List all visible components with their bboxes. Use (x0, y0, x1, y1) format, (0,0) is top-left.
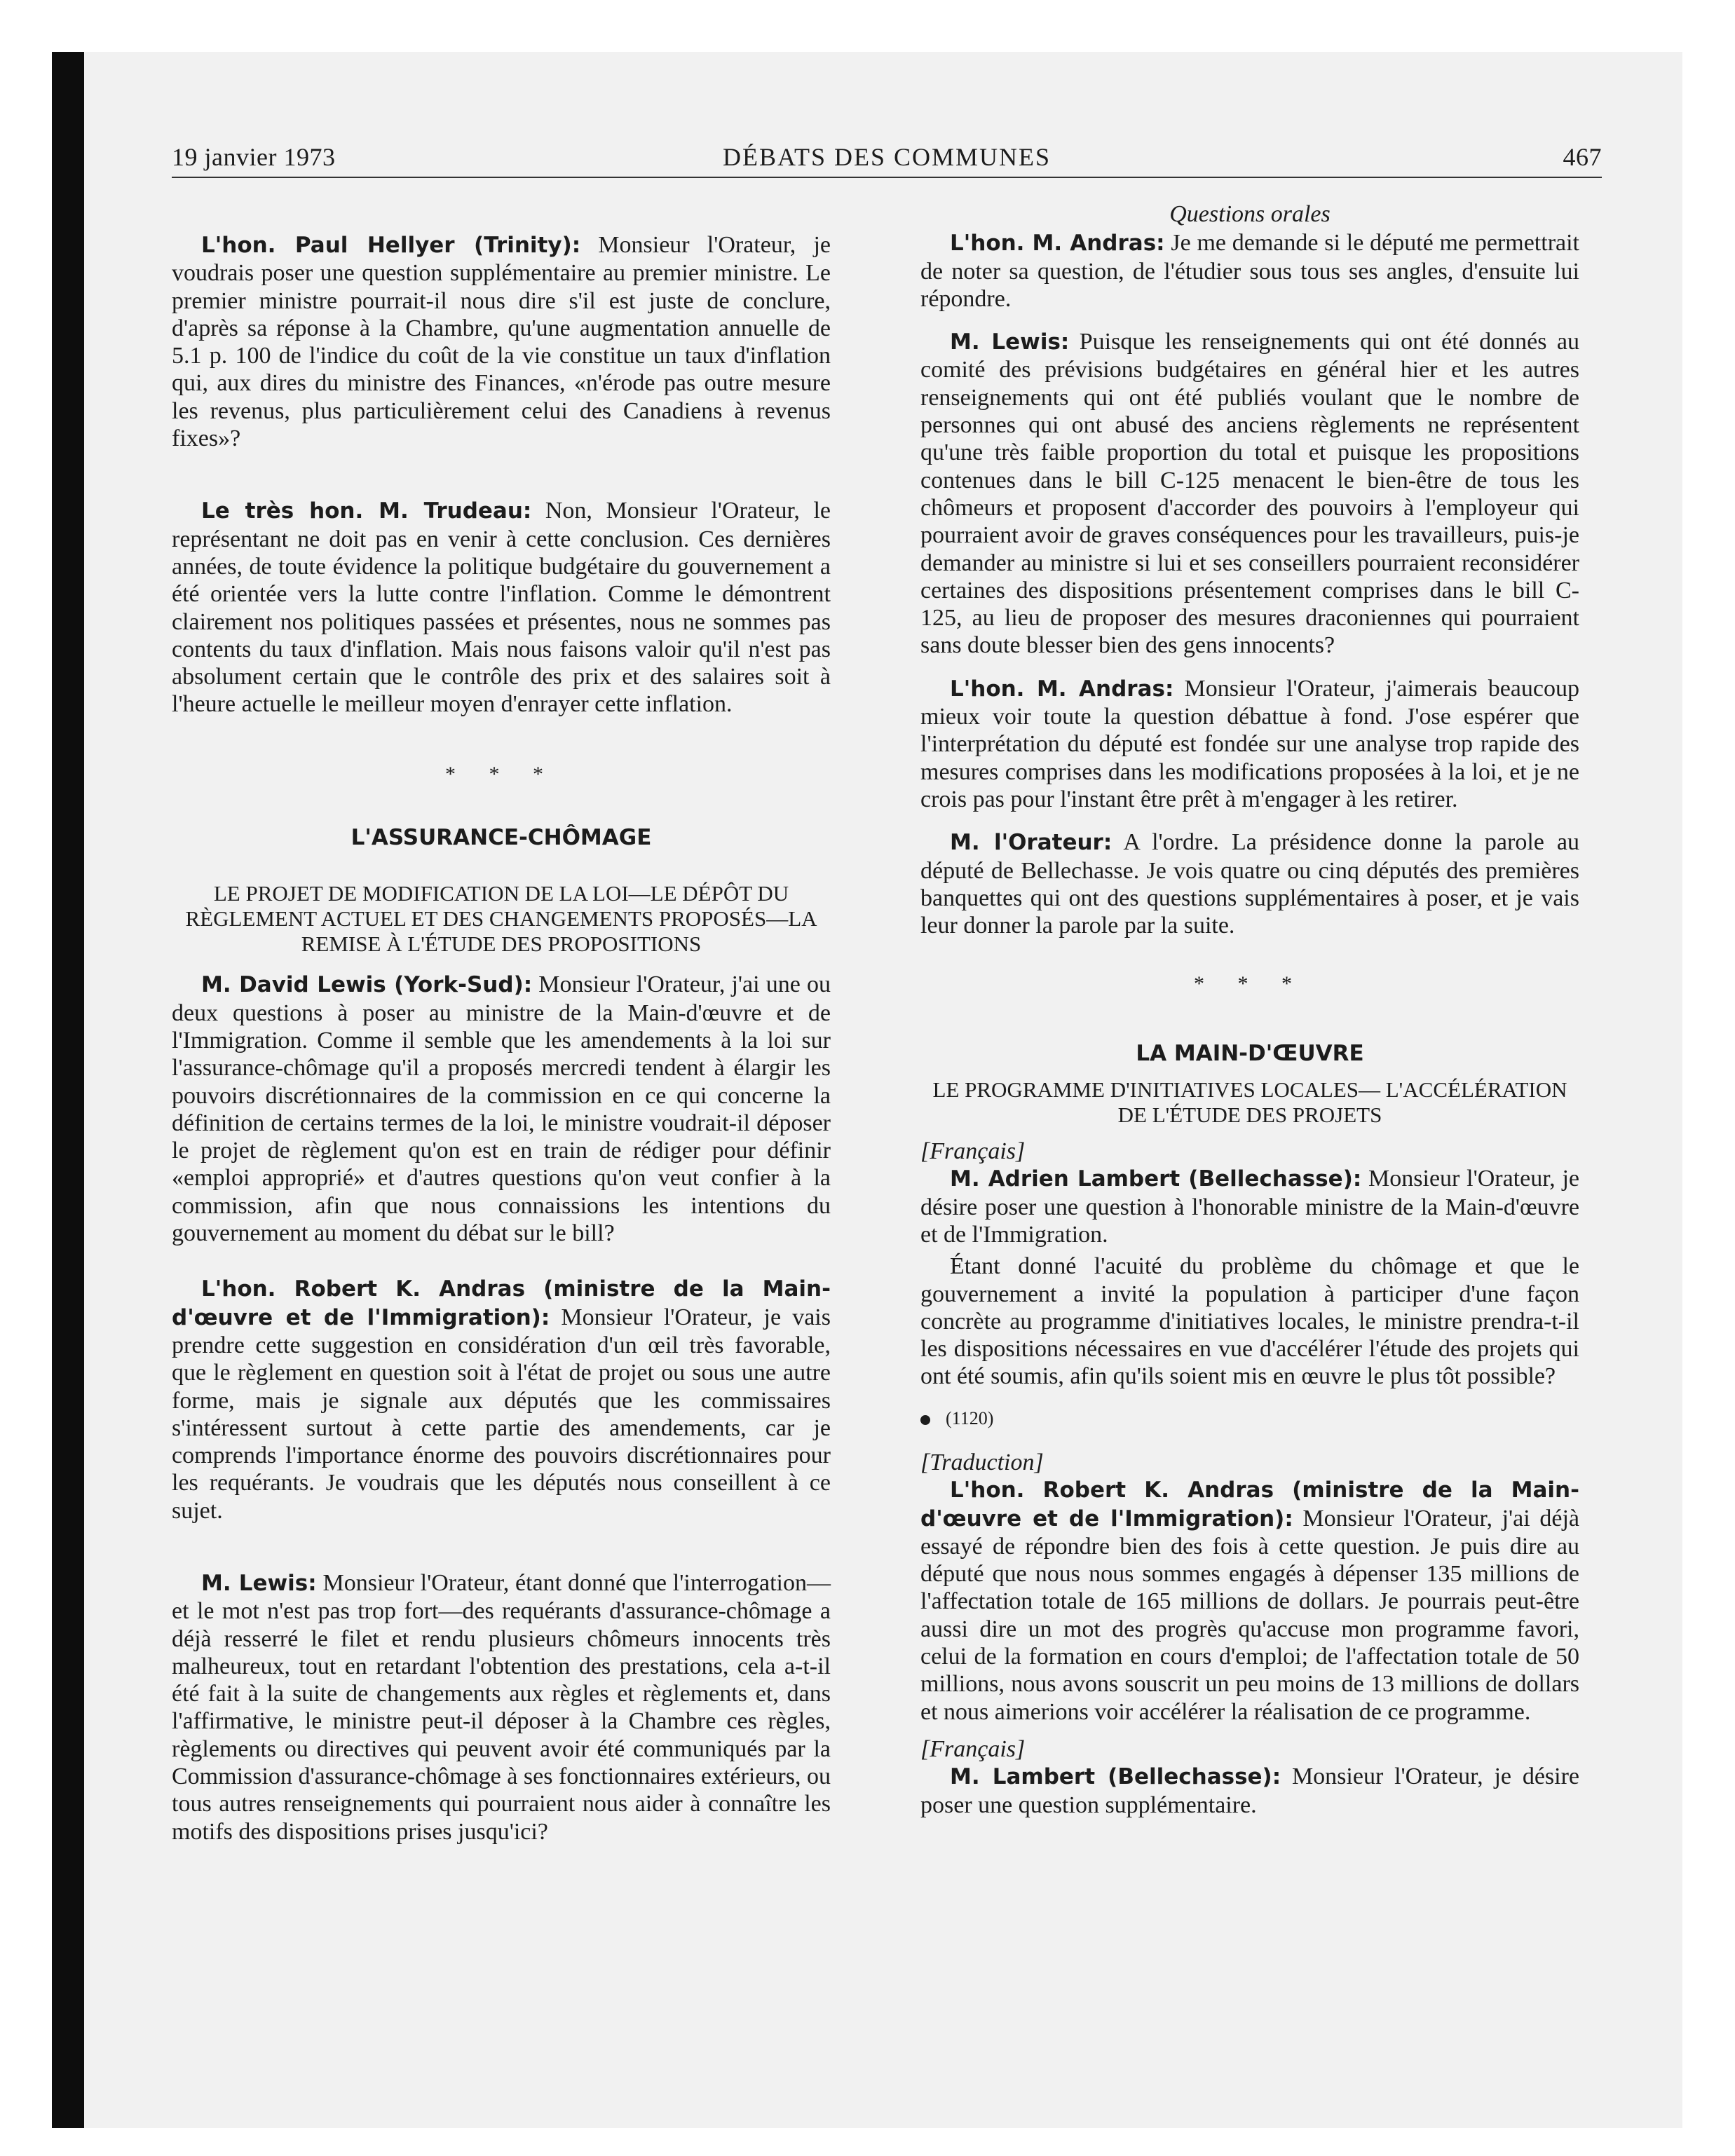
header-date: 19 janvier 1973 (172, 143, 336, 171)
paragraph-text: Monsieur l'Orateur, je désire poser une question supplémentaire. (920, 1763, 1580, 1818)
paragraph (920, 675, 1579, 813)
paragraph-text: Puisque les renseignements qui ont été donnés au comité des prévisions budgétaires en général hier et les autres renseignements qui ont été publiés voulant que le nombre de personnes qui ont abusé des anciens règlements ne représentent qu'une très faible proportion du total et puisque les propositions contenues dans le bill C-125 menacent le bien-être de tous les chômeurs et proposent d'accorder des pouvoirs à l'employeur qui pourraient avoir de graves conséquences pour les travailleurs, puis-je demander au ministre si lui et ses conseillers pourraient reconsidérer certaines des dispositions présentement comprises dans le bill C-125, au lieu de proposer des mesures draconiennes qui pourraient sans doute blesser bien des gens innocents? (920, 329, 1579, 659)
paragraph-text: Monsieur l'Orateur, étant donné que l'interrogation—et le mot n'est pas trop fort—des requérants d'assurance-chômage a déjà resserré le filet et rendu plusieurs chômeurs innocents très malheureux, tout en retardant l'obtention des prestations, cela a-t-il été fait à la suite de changements aux règles et règlements et, dans l'affirmative, le ministre peut-il déposer à la Chambre ces règles, règlements ou directives qui peuvent avoir été communiqués par la Commission d'assurance-chômage à ses fonctionnaires extérieurs, ou tous autres renseignements qui pourraient nous aider à connaître les motifs des dispositions prises jusqu'ici? (172, 1569, 831, 1845)
language-tag: [Traduction] (920, 1449, 1044, 1475)
paragraph-text: Monsieur l'Orateur, j'ai déjà essayé de répondre bien des fois à cette question. Je puis dire au député que nous nous sommes engagés à dépenser 135 millions de l'affectation totale de 165 millions de dollars. Je pourrais peut-être aussi dire un mot des progrès qu'accuse mon programme favori, celui de la formation en cours d'emploi; de l'affectation totale de 50 millions, nous avons souscrit un peu moins de 13 millions de dollars et nous aimerions voir accélérer la réalisation de ce programme. (920, 1505, 1579, 1725)
speaker-name: L'hon. M. Andras: (950, 231, 1165, 257)
paragraph-text: Monsieur l'Orateur, j'aimerais beaucoup mieux voir toute la question débattue à fond. J'ose espérer que l'interprétation du député est fondée sur une analyse trop rapide des mesures comprises dans les modifications proposées à la loi, et je ne crois pas pour l'instant être prêt à m'engager à les retirer. (920, 675, 1579, 812)
scan-edge (52, 52, 84, 2128)
paragraph (172, 497, 831, 718)
section-label: Questions orales (1169, 201, 1331, 227)
paragraph (920, 229, 1579, 313)
paragraph-text: Monsieur l'Orateur, je désire poser une question à l'honorable ministre de la Main-d'œuvre et de l'Immigration. (920, 1166, 1579, 1248)
speaker-name: L'hon. Robert K. Andras (ministre de la Main-d'œuvre et de l'Immigration): (172, 1276, 831, 1330)
paragraph (920, 1165, 1579, 1248)
time-marker-text: (1120) (946, 1407, 994, 1428)
page-number: 467 (1563, 143, 1602, 171)
paragraph (920, 1476, 1579, 1726)
section-subheading: LE PROJET DE MODIFICATION DE LA LOI—LE DÉPÔT DU RÈGLEMENT ACTUEL ET DES CHANGEMENTS PROPOSÉS—LA REMISE À L'ÉTUDE DES PROPOSITIONS (185, 881, 817, 957)
section-heading: LA MAIN-D'ŒUVRE (1136, 1040, 1364, 1066)
paragraph (172, 1569, 831, 1845)
paragraph-text: A l'ordre. La présidence donne la parole au député de Bellechasse. Je vois quatre ou cinq députés des premières banquettes qui ont des questions supplémentaires à poser, et je vais leur donner la parole par la suite. (920, 829, 1579, 939)
speaker-name: M. Lewis: (201, 1570, 317, 1596)
paragraph-text: Non, Monsieur l'Orateur, le représentant ne doit pas en venir à cette conclusion. Ces dernières années, de toute évidence la politique budgétaire du gouvernement a été orientée vers la lutte contre l'inflation. Comme le démontrent clairement nos politiques passées et présentes, nous ne sommes pas contents du taux d'inflation. Mais nous faisons valoir qu'il n'est pas absolument certain que le contrôle des prix et des salaires soit à l'heure actuelle le meilleur moyen d'enrayer cette inflation. (172, 498, 831, 718)
speaker-name: M. l'Orateur: (950, 830, 1113, 856)
paragraph: Étant donné l'acuité du problème du chômage et que le gouvernement a invité la population à participer d'une façon concrète au programme d'initiatives locales, le ministre prendra-t-il les dispositions nécessaires en vue d'accélérer l'étude des projets qui ont été soumis, afin qu'ils soient mis en œuvre le plus tôt possible? (920, 1253, 1579, 1390)
bullet-icon (920, 1415, 930, 1425)
speaker-name: L'hon. Paul Hellyer (Trinity): (201, 233, 581, 258)
speaker-name: M. Lewis: (950, 329, 1070, 355)
speaker-name: L'hon. Robert K. Andras (ministre de la Main-d'œuvre et de l'Immigration): (920, 1478, 1579, 1531)
paragraph (172, 231, 831, 452)
paragraph-text: Monsieur l'Orateur, j'ai une ou deux questions à poser au ministre de la Main-d'œuvre et de l'Immigration. Comme il semble que les amendements à la loi sur l'assurance-chômage qu'il a proposés mercredi tendent à élargir les pouvoirs discrétionnaires de la commission en ce qui concerne la définition de certains termes de la loi, le ministre voudrait-il déposer le projet de règlement qu'on est en train de rédiger pour définir «emploi approprié» et d'autres questions qu'on veut confier à la commission, afin que nous connaissions les intentions du gouvernement au moment du débat sur le bill? (172, 971, 831, 1247)
paragraph (920, 1763, 1579, 1819)
left-column (172, 200, 831, 1845)
section-subheading: LE PROGRAMME D'INITIATIVES LOCALES— L'ACCÉLÉRATION DE L'ÉTUDE DES PROJETS (932, 1077, 1567, 1128)
speaker-name: Le très hon. M. Trudeau: (201, 498, 532, 524)
right-column (920, 200, 1579, 1819)
paragraph-text: Monsieur l'Orateur, je voudrais poser une question supplémentaire au premier ministre. Le premier ministre pourrait-il nous dire s'il est juste de conclure, d'après sa réponse à la Chambre, qu'une augmentation annuelle de 5.1 p. 100 de l'indice du coût de la vie constitue un taux d'inflation qui, aux dires du ministre des Finances, «n'érode pas outre mesure les revenus, plus particulièrement celui des Canadiens à revenus fixes»? (172, 232, 831, 452)
speaker-name: M. Lambert (Bellechasse): (950, 1764, 1281, 1790)
paragraph (920, 328, 1579, 660)
time-marker (920, 1405, 1579, 1432)
language-tag: [Français] (920, 1735, 1026, 1762)
paragraph-text: Monsieur l'Orateur, je vais prendre cette suggestion en considération d'un œil très favorable, que le règlement en question soit à l'état de projet ou sous une autre forme, mais je signale aux députés que les commissaires s'intéressent surtout à cette partie des amendements, car je comprends l'importance énorme des pouvoirs discrétionnaires pour les requérants. Je voudrais que les députés nous conseillent à ce sujet. (172, 1304, 831, 1524)
section-separator: * * * (445, 762, 557, 786)
speaker-name: L'hon. M. Andras: (950, 676, 1174, 702)
paragraph (172, 1275, 831, 1524)
speaker-name: M. David Lewis (York-Sud): (201, 972, 533, 998)
page-header (172, 137, 1602, 178)
speaker-name: M. Adrien Lambert (Bellechasse): (950, 1166, 1362, 1192)
language-tag: [Français] (920, 1138, 1026, 1165)
header-title: DÉBATS DES COMMUNES (722, 143, 1052, 171)
section-heading: L'ASSURANCE-CHÔMAGE (351, 825, 652, 851)
section-separator: * * * (1194, 972, 1306, 996)
paragraph (920, 828, 1579, 939)
paragraph-text: Je me demande si le député me permettrait de noter sa question, de l'étudier sous tous ses angles, d'ensuite lui répondre. (920, 230, 1579, 312)
paragraph (172, 971, 831, 1247)
